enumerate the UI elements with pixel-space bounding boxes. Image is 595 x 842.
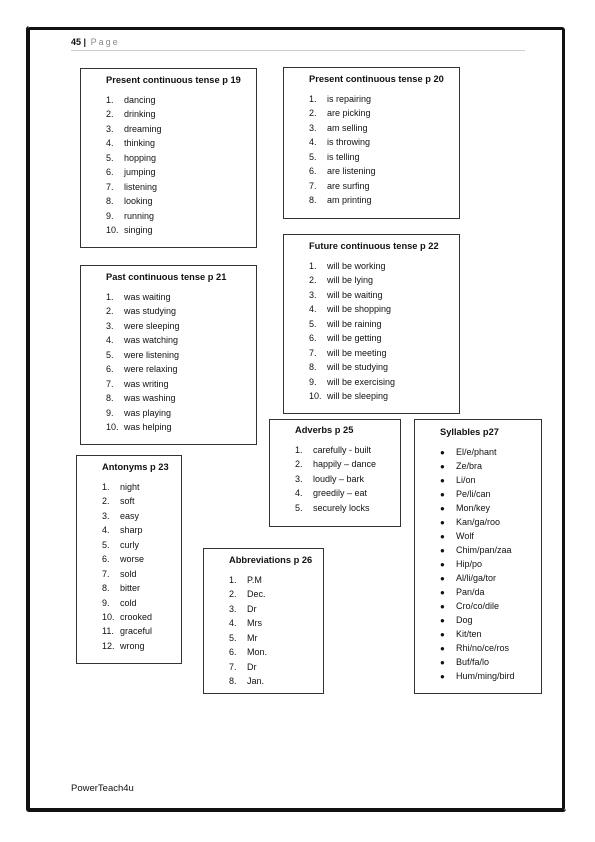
item-number: 7. [106,378,114,389]
item-number: 1. [102,482,110,492]
item-number: 2. [229,589,237,600]
list-item [309,346,459,360]
item-number: 8. [309,195,317,206]
list-item [102,552,181,566]
answer-list [309,259,459,403]
item-number: 9. [106,210,114,221]
list-item [440,599,541,613]
list-item [106,377,256,391]
item-number: 8. [106,196,114,207]
item-number: 6. [102,554,110,565]
item-text: Al/li/ga/tor [456,573,497,583]
item-number: 1. [106,95,114,105]
item-text: drinking [124,109,156,120]
present-continuous-p20-box [283,67,460,219]
item-number: 3. [295,473,303,484]
list-item [440,529,541,543]
bullet-marker: ● [440,588,445,597]
item-text: was waiting [124,292,171,302]
answer-list [229,573,323,689]
box-title: Abbreviations p 26 [229,555,313,565]
list-item [102,509,181,523]
item-number: 9. [102,597,110,608]
item-text: Ze/bra [456,461,483,471]
list-item [309,179,459,193]
list-item [309,302,459,316]
list-item [102,596,181,610]
item-number: 3. [229,603,237,614]
footer-brand: PowerTeach4u [71,783,134,794]
item-text: will be meeting [327,347,387,358]
item-number: 11. [102,626,114,637]
list-item [102,610,181,624]
bullet-marker: ● [440,560,445,569]
item-text: easy [120,510,140,521]
item-text: Buf/fa/lo [456,657,490,667]
list-item [295,443,400,457]
list-item [440,641,541,655]
item-text: greedily – eat [313,488,368,499]
list-item [440,585,541,599]
bullet-marker: ● [440,602,445,611]
list-item [102,480,181,494]
item-number: 10. [309,390,322,401]
item-number: 6. [106,167,114,178]
item-text: were sleeping [124,320,180,331]
item-text: loudly – bark [313,473,365,484]
list-item [102,624,181,638]
past-continuous-p21-box [80,265,257,445]
list-item [106,304,256,318]
box-title: Past continuous tense p 21 [106,272,227,282]
list-item [309,360,459,374]
list-item [309,150,459,164]
item-text: carefully - built [313,445,372,455]
item-text: Kan/ga/roo [456,517,501,527]
list-item [106,165,256,179]
box-title: Future continuous tense p 22 [309,241,439,251]
item-number: 8. [106,393,114,404]
item-text: looking [124,196,153,207]
bullet-marker: ● [440,490,445,499]
item-text: thinking [124,138,156,149]
list-item [229,674,323,688]
bullet-marker: ● [440,532,445,541]
item-text: Mr [247,632,258,643]
list-item [229,587,323,601]
item-text: will be shopping [327,304,392,315]
item-text: was watching [124,335,179,346]
answer-list [295,443,400,515]
item-text: will be getting [327,333,382,344]
item-text: were relaxing [124,364,178,375]
item-text: night [120,482,140,492]
item-text: soft [120,496,135,507]
answer-list [440,445,541,683]
item-number: 2. [106,306,114,317]
item-text: was studying [124,306,177,317]
list-item [102,494,181,508]
item-number: 7. [309,347,317,358]
item-text: are picking [327,108,371,119]
list-item [309,273,459,287]
list-item [106,406,256,420]
item-number: 1. [295,445,303,455]
item-text: Hum/ming/bird [456,671,515,681]
abbreviations-p26-box [203,548,324,694]
list-item [106,136,256,150]
list-item [106,420,256,434]
list-item [440,571,541,585]
item-number: 4. [106,335,114,346]
item-text: Dec. [247,589,266,600]
box-title: Adverbs p 25 [295,425,354,435]
item-number: 5. [295,502,303,513]
adverbs-p25-box [269,419,401,527]
item-text: Mon/key [456,503,491,513]
item-text: Kit/ten [456,629,482,639]
item-text: are surfing [327,180,370,191]
item-text: Rhi/no/ce/ros [456,643,510,653]
item-text: am printing [327,195,372,206]
item-text: sold [120,568,137,579]
item-text: was writing [124,378,169,389]
item-number: 6. [309,166,317,177]
item-text: Dr [247,661,257,672]
item-text: will be exercising [327,376,396,387]
item-text: Pan/da [456,587,485,597]
item-text: Mrs [247,618,262,629]
item-number: 3. [102,510,110,521]
page-number: 45 [71,37,82,47]
answer-list [106,290,256,434]
bullet-marker: ● [440,616,445,625]
item-number: 4. [309,137,317,148]
list-item [229,631,323,645]
bullet-marker: ● [440,574,445,583]
list-item [106,348,256,362]
item-text: P.M [247,575,262,585]
list-item [440,445,541,459]
item-text: dancing [124,95,156,105]
item-number: 5. [106,349,114,360]
item-text: Mon. [247,647,268,658]
item-number: 1. [106,292,114,302]
item-text: singing [124,224,153,235]
item-number: 8. [229,676,237,687]
bullet-marker: ● [440,672,445,681]
item-text: Jan. [247,676,265,687]
item-number: 5. [229,632,237,643]
list-item [309,331,459,345]
item-number: 9. [309,376,317,387]
list-item [309,193,459,207]
list-item [295,501,400,515]
item-number: 2. [102,496,110,507]
item-number: 5. [309,151,317,162]
item-text: will be sleeping [327,390,389,401]
item-number: 10. [102,611,115,622]
item-text: was playing [124,407,172,418]
item-number: 3. [309,289,317,300]
bullet-marker: ● [440,476,445,485]
item-text: is repairing [327,94,372,104]
list-item [309,92,459,106]
item-number: 6. [229,647,237,658]
list-item [295,457,400,471]
list-item [106,362,256,376]
item-text: happily – dance [313,459,377,470]
list-item [440,543,541,557]
item-text: is throwing [327,137,371,148]
item-number: 2. [295,459,303,470]
bullet-marker: ● [440,518,445,527]
list-item [102,639,181,653]
item-text: will be raining [327,318,382,329]
answer-list [102,480,181,653]
item-text: Hip/po [456,559,483,569]
box-title: Present continuous tense p 19 [106,75,241,85]
item-text: am selling [327,122,368,133]
list-item [106,391,256,405]
item-text: was washing [124,393,176,404]
syllables-p27-box [414,419,542,694]
list-item [106,290,256,304]
item-number: 1. [309,261,317,271]
item-text: is telling [327,151,360,162]
page-label: Page [90,37,120,47]
list-item [229,616,323,630]
item-number: 9. [106,407,114,418]
item-number: 7. [106,181,114,192]
item-text: were listening [124,349,180,360]
item-number: 4. [295,488,303,499]
item-text: bitter [120,583,141,594]
list-item [106,151,256,165]
list-item [229,573,323,587]
item-text: Pe/li/can [456,489,491,499]
item-number: 2. [309,108,317,119]
item-text: Wolf [456,531,474,541]
list-item [440,473,541,487]
bullet-marker: ● [440,448,445,457]
item-number: 5. [309,318,317,329]
item-number: 3. [309,122,317,133]
list-item [309,317,459,331]
item-text: sharp [120,525,143,536]
bullet-marker: ● [440,546,445,555]
list-item [102,567,181,581]
list-item [229,602,323,616]
future-continuous-p22-box [283,234,460,414]
list-item [440,487,541,501]
list-item [309,135,459,149]
item-text: Dr [247,603,257,614]
list-item [309,164,459,178]
list-item [106,333,256,347]
item-text: are listening [327,166,376,177]
list-item [295,472,400,486]
item-number: 2. [106,109,114,120]
item-number: 6. [309,333,317,344]
list-item [309,389,459,403]
item-number: 7. [102,568,110,579]
item-text: will be waiting [327,289,383,300]
list-item [440,557,541,571]
list-item [295,486,400,500]
item-text: hopping [124,152,157,163]
list-item [440,501,541,515]
list-item [106,209,256,223]
item-text: dreaming [124,123,162,134]
item-number: 5. [106,152,114,163]
list-item [440,459,541,473]
item-text: cold [120,597,137,608]
item-number: 4. [102,525,110,536]
item-number: 5. [102,539,110,550]
item-number: 7. [229,661,237,672]
item-text: will be working [327,261,386,271]
item-text: wrong [120,640,145,651]
item-text: will be studying [327,362,389,373]
list-item [102,523,181,537]
box-title: Antonyms p 23 [102,462,169,472]
list-item [106,194,256,208]
item-text: running [124,210,155,221]
list-item [309,121,459,135]
item-text: Cro/co/dile [456,601,500,611]
item-number: 8. [309,362,317,373]
antonyms-p23-box [76,455,182,664]
item-text: curly [120,539,140,550]
list-item [309,288,459,302]
item-text: was helping [124,421,172,432]
list-item [102,581,181,595]
bullet-marker: ● [440,658,445,667]
item-text: worse [120,554,145,565]
item-text: Li/on [456,475,476,485]
list-item [309,106,459,120]
list-item [309,259,459,273]
item-number: 1. [309,94,317,104]
item-text: securely locks [313,502,370,513]
header-separator: | [83,37,87,47]
bullet-marker: ● [440,644,445,653]
item-text: Chim/pan/zaa [456,545,512,555]
bullet-marker: ● [440,462,445,471]
list-item [106,223,256,237]
page-header [71,37,525,51]
item-number: 3. [106,123,114,134]
item-number: 6. [106,364,114,375]
bullet-marker: ● [440,504,445,513]
item-number: 4. [229,618,237,629]
item-text: El/e/phant [456,447,497,457]
list-item [106,107,256,121]
item-number: 4. [309,304,317,315]
list-item [102,538,181,552]
item-text: will be lying [327,275,374,286]
list-item [229,660,323,674]
list-item [106,180,256,194]
item-text: jumping [124,167,156,178]
item-text: listening [124,181,158,192]
list-item [229,645,323,659]
list-item [440,613,541,627]
list-item [106,319,256,333]
box-title: Syllables p27 [440,427,499,437]
present-continuous-p19-box [80,68,257,248]
item-text: Dog [456,615,473,625]
box-title: Present continuous tense p 20 [309,74,444,84]
list-item [440,669,541,683]
list-item [106,93,256,107]
item-text: crooked [120,611,153,622]
item-number: 4. [106,138,114,149]
list-item [440,655,541,669]
item-number: 3. [106,320,114,331]
item-number: 2. [309,275,317,286]
answer-list [106,93,256,237]
list-item [106,122,256,136]
item-number: 10. [106,224,119,235]
item-number: 7. [309,180,317,191]
item-number: 8. [102,583,110,594]
answer-list [309,92,459,208]
bullet-marker: ● [440,630,445,639]
item-number: 1. [229,575,237,585]
item-number: 10. [106,421,119,432]
list-item [440,627,541,641]
item-number: 12. [102,640,115,651]
list-item [309,375,459,389]
list-item [440,515,541,529]
item-text: graceful [120,626,153,637]
